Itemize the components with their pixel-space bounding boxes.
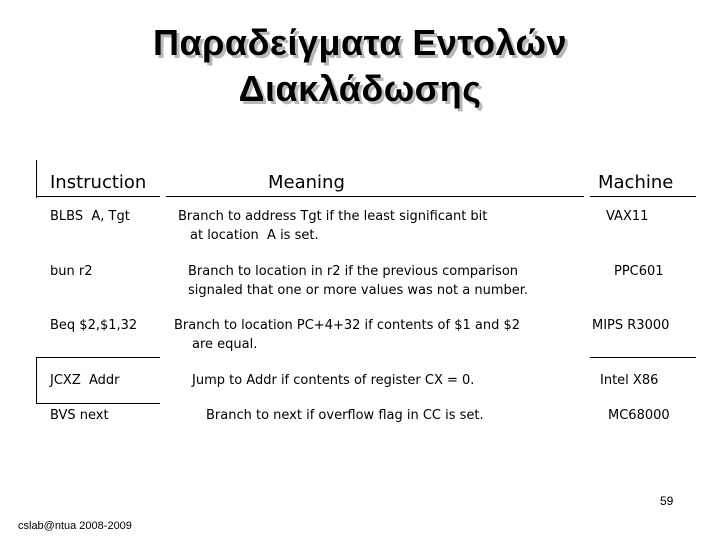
- row-rule-2: [36, 403, 160, 404]
- header-instruction: Instruction: [50, 172, 147, 193]
- row-4-instruction: JCXZ Addr: [50, 373, 120, 388]
- row-5-meaning-line-1: Branch to next if overflow flag in CC is set.: [206, 408, 484, 423]
- header-rule-instruction: [36, 196, 160, 197]
- row-4-machine: Intel X86: [600, 373, 659, 388]
- row-2-machine: PPC601: [614, 264, 664, 279]
- header-meaning: Meaning: [268, 172, 345, 193]
- header-rule-machine: [590, 196, 696, 197]
- header-rule-meaning: [166, 196, 584, 197]
- row-2-meaning-line-1: Branch to location in r2 if the previous comparison: [188, 264, 519, 279]
- row-5-instruction: BVS next: [50, 408, 109, 423]
- row-3-instruction: Beq $2,$1,32: [50, 318, 138, 333]
- row-1-instruction: BLBS A, Tgt: [50, 209, 130, 224]
- row-4-meaning-line-1: Jump to Addr if contents of register CX = 0.: [192, 373, 475, 388]
- row-3-meaning-line-1: Branch to location PC+4+32 if contents of $1 and $2: [174, 318, 520, 333]
- row-rule-1: [36, 357, 160, 358]
- page-number: 59: [660, 494, 674, 508]
- row-1-machine: VAX11: [606, 209, 649, 224]
- row-3-machine: MIPS R3000: [592, 318, 670, 333]
- rule-left-bottom: [36, 357, 37, 403]
- row-2-meaning-line-2: signaled that one or more values was not a number.: [188, 283, 529, 298]
- row-2-instruction: bun r2: [50, 264, 93, 279]
- row-5-machine: MC68000: [608, 408, 670, 423]
- row-1-meaning-line-2: at location A is set.: [190, 228, 319, 243]
- slide-title: [0, 20, 720, 112]
- row-rule-3: [590, 357, 696, 358]
- header-machine: Machine: [598, 172, 674, 193]
- row-1-meaning-line-1: Branch to address Tgt if the least significant bit: [178, 209, 488, 224]
- row-3-meaning-line-2: are equal.: [192, 337, 258, 352]
- slide-title-line-1: Παραδείγματα Εντολών: [153, 22, 567, 63]
- rule-left-top: [36, 160, 37, 198]
- footer-credit: cslab@ntua 2008-2009: [18, 520, 132, 532]
- slide-title-line-2: Διακλάδωσης: [238, 68, 482, 109]
